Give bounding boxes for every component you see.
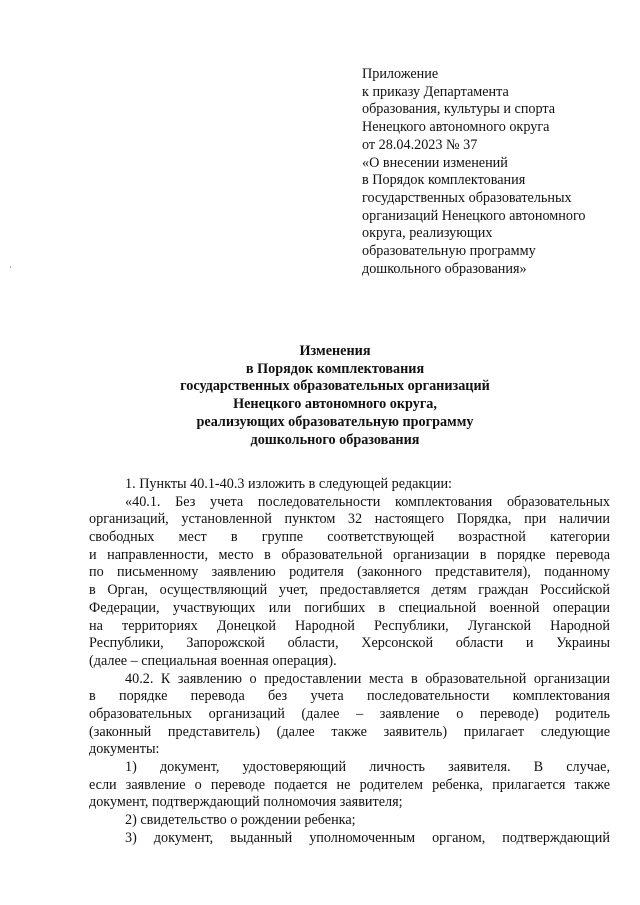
body-line: «40.1. Без учета последовательности комплектования образовательных bbox=[125, 493, 610, 510]
body-line: если заявление о переводе подается не родителем ребенка, прилагается также bbox=[89, 776, 610, 793]
body-line: Федерации, участвующих или погибших в специальной военной операции bbox=[89, 599, 610, 616]
body-line: 2) свидетельство о рождении ребенка; bbox=[125, 812, 356, 829]
body-line: в Орган, осуществляющий учет, предоставляется детям граждан Российской bbox=[89, 582, 610, 599]
appendix-line: организаций Ненецкого автономного bbox=[362, 207, 586, 224]
appendix-line: округа, реализующих bbox=[362, 225, 493, 242]
body-line: 1) документ, удостоверяющий личность заявителя. В случае, bbox=[125, 759, 610, 775]
title-line: Изменения bbox=[299, 343, 371, 359]
appendix-line: к приказу Департамента bbox=[362, 83, 509, 100]
title-line: дошкольного образования bbox=[250, 431, 420, 448]
appendix-line: «О внесении изменений bbox=[362, 154, 508, 171]
document-body bbox=[89, 476, 610, 847]
body-line: 1. Пункты 40.1-40.3 изложить в следующей редакции: bbox=[125, 476, 452, 492]
scan-artifact bbox=[10, 266, 11, 268]
body-line: по письменному заявлению родителя (законного представителя), поданному bbox=[89, 564, 610, 581]
body-line: организаций, установленной пунктом 32 настоящего Порядка, при наличии bbox=[89, 511, 610, 528]
title-line: государственных образовательных организаций bbox=[180, 378, 490, 395]
body-line: на территориях Донецкой Народной Республики, Луганской Народной bbox=[89, 617, 610, 634]
appendix-line: дошкольного образования» bbox=[362, 260, 527, 277]
appendix-line: Ненецкого автономного округа bbox=[362, 119, 550, 136]
body-line: образовательных организаций (далее – заявление о переводе) родитель bbox=[89, 705, 610, 722]
document-title bbox=[60, 343, 610, 449]
appendix-line: Приложение bbox=[362, 66, 439, 82]
title-line: в Порядок комплектования bbox=[245, 360, 425, 377]
body-line: документы: bbox=[89, 741, 160, 758]
body-line: (далее – специальная военная операция). bbox=[89, 652, 337, 669]
body-line: 3) документ, выданный уполномоченным органом, подтверждающий bbox=[125, 829, 610, 846]
appendix-line: в Порядок комплектования bbox=[362, 172, 526, 189]
body-line: Республики, Запорожской области, Херсонской области и Украины bbox=[89, 635, 610, 652]
appendix-line: от 28.04.2023 № 37 bbox=[362, 136, 478, 153]
body-line: (законный представитель) (далее также заявитель) прилагает следующие bbox=[89, 723, 610, 740]
body-line: документ, подтверждающий полномочия заявителя; bbox=[89, 794, 403, 811]
appendix-line: образования, культуры и спорта bbox=[362, 101, 556, 118]
title-line: Ненецкого автономного округа, bbox=[233, 396, 437, 413]
appendix-line: образовательную программу bbox=[362, 243, 536, 260]
body-line: 40.2. К заявлению о предоставлении места в образовательной организации bbox=[125, 670, 610, 687]
body-line: свободных мест в группе соответствующей возрастной категории bbox=[89, 529, 610, 546]
appendix-header bbox=[362, 66, 624, 278]
body-line: в порядке перевода без учета последовательности комплектования bbox=[89, 688, 610, 705]
title-line: реализующих образовательную программу bbox=[196, 413, 474, 430]
appendix-line: государственных образовательных bbox=[362, 189, 572, 206]
body-line: и направленности, место в образовательной организации в порядке перевода bbox=[89, 546, 610, 563]
